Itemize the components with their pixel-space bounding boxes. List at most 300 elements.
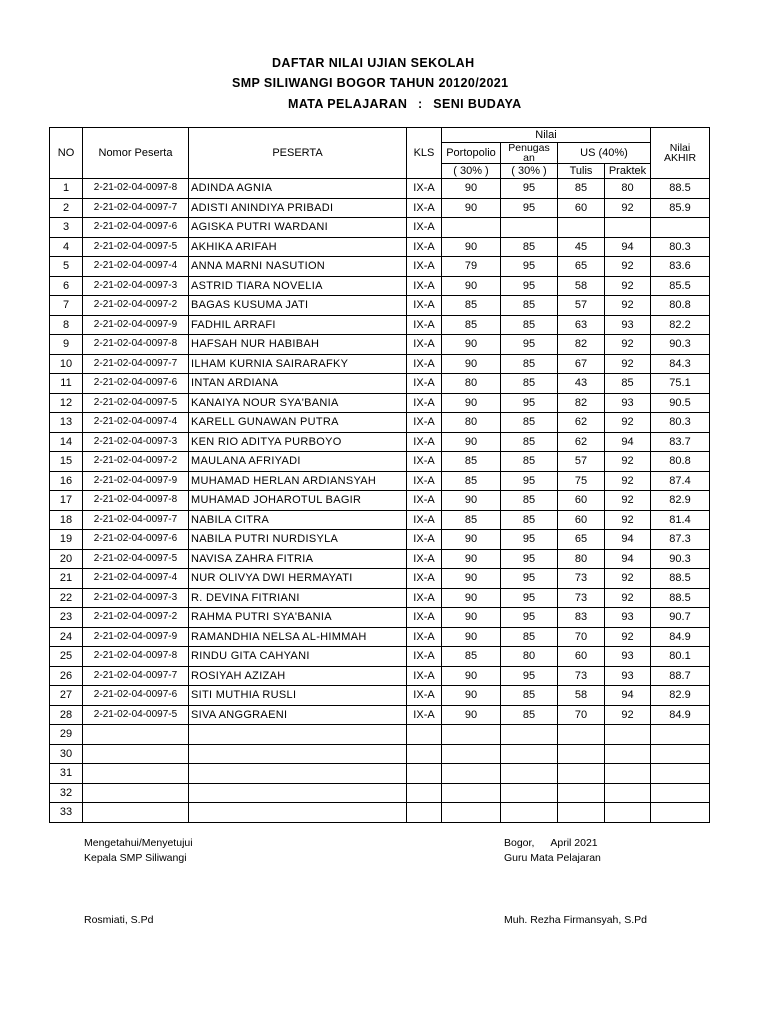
cell-portopolio: 90: [442, 276, 501, 296]
cell-portopolio: 90: [442, 686, 501, 706]
cell-tulis: 65: [558, 257, 605, 277]
table-row: [50, 374, 710, 394]
cell-nilai-akhir: [651, 218, 710, 238]
cell-nama: KEN RIO ADITYA PURBOYO: [189, 432, 407, 452]
cell-no: 30: [50, 744, 83, 764]
cell-portopolio: 90: [442, 705, 501, 725]
cell-praktek: 92: [605, 471, 651, 491]
cell-nomor-peserta: 2-21-02-04-0097-2: [83, 452, 189, 472]
cell-tulis: [558, 725, 605, 745]
cell-penugasan: 95: [501, 530, 558, 550]
table-row: [50, 647, 710, 667]
table-row: [50, 530, 710, 550]
cell-praktek: [605, 725, 651, 745]
subject-value: SENI BUDAYA: [433, 97, 522, 111]
cell-tulis: [558, 218, 605, 238]
cell-portopolio: 85: [442, 647, 501, 667]
cell-praktek: 80: [605, 179, 651, 199]
cell-tulis: [558, 764, 605, 784]
cell-nilai-akhir: 80.3: [651, 237, 710, 257]
cell-nilai-akhir: 90.3: [651, 335, 710, 355]
cell-no: 14: [50, 432, 83, 452]
cell-penugasan: 95: [501, 569, 558, 589]
cell-portopolio: 90: [442, 198, 501, 218]
header-tugas-pct: ( 30% ): [501, 164, 558, 179]
cell-nomor-peserta: [83, 764, 189, 784]
table-row: [50, 744, 710, 764]
cell-nomor-peserta: 2-21-02-04-0097-5: [83, 549, 189, 569]
cell-tulis: 73: [558, 588, 605, 608]
cell-nama: KANAIYA NOUR SYA'BANIA: [189, 393, 407, 413]
cell-praktek: 92: [605, 627, 651, 647]
cell-portopolio: 90: [442, 666, 501, 686]
table-row: [50, 764, 710, 784]
cell-penugasan: [501, 803, 558, 823]
cell-penugasan: 85: [501, 705, 558, 725]
cell-nama: AKHIKA ARIFAH: [189, 237, 407, 257]
table-row: [50, 491, 710, 511]
cell-nomor-peserta: 2-21-02-04-0097-8: [83, 335, 189, 355]
cell-nama: BAGAS KUSUMA JATI: [189, 296, 407, 316]
cell-penugasan: 85: [501, 686, 558, 706]
cell-kls: IX-A: [407, 705, 442, 725]
header-kls: KLS: [407, 128, 442, 179]
cell-no: 20: [50, 549, 83, 569]
cell-tulis: 60: [558, 491, 605, 511]
cell-portopolio: 90: [442, 569, 501, 589]
cell-praktek: 94: [605, 237, 651, 257]
cell-nilai-akhir: 88.5: [651, 569, 710, 589]
cell-kls: IX-A: [407, 276, 442, 296]
cell-nomor-peserta: 2-21-02-04-0097-4: [83, 569, 189, 589]
cell-portopolio: 85: [442, 296, 501, 316]
cell-no: 22: [50, 588, 83, 608]
cell-nilai-akhir: 75.1: [651, 374, 710, 394]
cell-nomor-peserta: 2-21-02-04-0097-2: [83, 296, 189, 316]
cell-portopolio: 80: [442, 374, 501, 394]
cell-kls: IX-A: [407, 257, 442, 277]
cell-praktek: 85: [605, 374, 651, 394]
header-portopolio: Portopolio: [442, 143, 501, 164]
cell-no: 21: [50, 569, 83, 589]
cell-portopolio: [442, 218, 501, 238]
cell-nomor-peserta: 2-21-02-04-0097-7: [83, 666, 189, 686]
cell-praktek: 92: [605, 510, 651, 530]
cell-nilai-akhir: 85.5: [651, 276, 710, 296]
cell-penugasan: 95: [501, 549, 558, 569]
cell-praktek: 93: [605, 647, 651, 667]
cell-portopolio: 80: [442, 413, 501, 433]
subject-separator: :: [417, 97, 423, 111]
cell-nilai-akhir: [651, 783, 710, 803]
header-nilai: Nilai: [442, 128, 651, 143]
cell-nama: AGISKA PUTRI WARDANI: [189, 218, 407, 238]
cell-penugasan: 85: [501, 432, 558, 452]
cell-kls: [407, 803, 442, 823]
header-row: [50, 128, 710, 143]
cell-portopolio: 90: [442, 588, 501, 608]
cell-nomor-peserta: 2-21-02-04-0097-6: [83, 686, 189, 706]
cell-kls: IX-A: [407, 354, 442, 374]
grades-table: [49, 127, 710, 823]
cell-tulis: [558, 744, 605, 764]
cell-praktek: 92: [605, 569, 651, 589]
cell-nilai-akhir: 90.3: [651, 549, 710, 569]
cell-portopolio: 79: [442, 257, 501, 277]
document-title: DAFTAR NILAI UJIAN SEKOLAH: [272, 56, 475, 70]
cell-nilai-akhir: 88.7: [651, 666, 710, 686]
cell-nama: MUHAMAD HERLAN ARDIANSYAH: [189, 471, 407, 491]
cell-nomor-peserta: 2-21-02-04-0097-3: [83, 276, 189, 296]
cell-nomor-peserta: 2-21-02-04-0097-6: [83, 218, 189, 238]
table-row: [50, 627, 710, 647]
cell-praktek: 92: [605, 198, 651, 218]
cell-penugasan: 95: [501, 335, 558, 355]
cell-penugasan: 95: [501, 179, 558, 199]
cell-penugasan: 85: [501, 237, 558, 257]
cell-penugasan: 95: [501, 276, 558, 296]
cell-nama: ADISTI ANINDIYA PRIBADI: [189, 198, 407, 218]
table-row: [50, 276, 710, 296]
table-row: [50, 354, 710, 374]
cell-nama: ASTRID TIARA NOVELIA: [189, 276, 407, 296]
cell-tulis: 58: [558, 276, 605, 296]
cell-penugasan: 85: [501, 491, 558, 511]
cell-nomor-peserta: 2-21-02-04-0097-5: [83, 705, 189, 725]
cell-nama: [189, 744, 407, 764]
cell-nilai-akhir: 90.7: [651, 608, 710, 628]
table-row: [50, 335, 710, 355]
cell-penugasan: 85: [501, 354, 558, 374]
cell-nilai-akhir: 90.5: [651, 393, 710, 413]
cell-kls: IX-A: [407, 530, 442, 550]
cell-kls: IX-A: [407, 374, 442, 394]
cell-nilai-akhir: 87.3: [651, 530, 710, 550]
cell-penugasan: 85: [501, 413, 558, 433]
cell-kls: IX-A: [407, 393, 442, 413]
cell-kls: IX-A: [407, 432, 442, 452]
cell-kls: IX-A: [407, 549, 442, 569]
cell-portopolio: [442, 764, 501, 784]
header-no: NO: [50, 128, 83, 179]
cell-nama: KARELL GUNAWAN PUTRA: [189, 413, 407, 433]
cell-penugasan: 85: [501, 627, 558, 647]
cell-praktek: 94: [605, 686, 651, 706]
cell-kls: [407, 725, 442, 745]
cell-praktek: [605, 218, 651, 238]
cell-penugasan: 85: [501, 510, 558, 530]
cell-nilai-akhir: 88.5: [651, 179, 710, 199]
cell-praktek: 92: [605, 335, 651, 355]
cell-penugasan: 85: [501, 374, 558, 394]
cell-praktek: 92: [605, 296, 651, 316]
cell-portopolio: 90: [442, 627, 501, 647]
cell-nilai-akhir: 82.9: [651, 686, 710, 706]
cell-praktek: 93: [605, 315, 651, 335]
header-penugasan: Penugas an: [501, 143, 558, 164]
cell-nama: [189, 725, 407, 745]
cell-no: 24: [50, 627, 83, 647]
cell-nilai-akhir: 82.9: [651, 491, 710, 511]
cell-no: 1: [50, 179, 83, 199]
cell-penugasan: 85: [501, 315, 558, 335]
cell-kls: IX-A: [407, 588, 442, 608]
cell-portopolio: 90: [442, 491, 501, 511]
cell-penugasan: 95: [501, 393, 558, 413]
cell-kls: IX-A: [407, 452, 442, 472]
cell-nomor-peserta: 2-21-02-04-0097-7: [83, 198, 189, 218]
cell-tulis: 67: [558, 354, 605, 374]
cell-nilai-akhir: 84.9: [651, 627, 710, 647]
cell-no: 9: [50, 335, 83, 355]
table-row: [50, 783, 710, 803]
cell-nama: SITI MUTHIA RUSLI: [189, 686, 407, 706]
cell-portopolio: 85: [442, 510, 501, 530]
place: Bogor,: [504, 837, 535, 849]
table-row: [50, 413, 710, 433]
cell-tulis: 75: [558, 471, 605, 491]
cell-nama: RAHMA PUTRI SYA'BANIA: [189, 608, 407, 628]
table-row: [50, 666, 710, 686]
cell-penugasan: [501, 764, 558, 784]
cell-praktek: 92: [605, 588, 651, 608]
cell-portopolio: [442, 725, 501, 745]
cell-portopolio: [442, 783, 501, 803]
table-row: [50, 569, 710, 589]
cell-no: 15: [50, 452, 83, 472]
cell-praktek: 92: [605, 276, 651, 296]
cell-nomor-peserta: 2-21-02-04-0097-3: [83, 432, 189, 452]
cell-nama: ANNA MARNI NASUTION: [189, 257, 407, 277]
cell-kls: [407, 744, 442, 764]
cell-praktek: 92: [605, 257, 651, 277]
cell-tulis: 57: [558, 296, 605, 316]
cell-nilai-akhir: 85.9: [651, 198, 710, 218]
cell-kls: IX-A: [407, 237, 442, 257]
cell-nomor-peserta: 2-21-02-04-0097-9: [83, 315, 189, 335]
cell-kls: IX-A: [407, 491, 442, 511]
cell-nama: FADHIL ARRAFI: [189, 315, 407, 335]
cell-nomor-peserta: 2-21-02-04-0097-5: [83, 393, 189, 413]
cell-nilai-akhir: 88.5: [651, 588, 710, 608]
cell-no: 31: [50, 764, 83, 784]
cell-no: 2: [50, 198, 83, 218]
cell-tulis: 60: [558, 198, 605, 218]
cell-penugasan: 95: [501, 257, 558, 277]
cell-kls: IX-A: [407, 413, 442, 433]
cell-no: 5: [50, 257, 83, 277]
cell-nilai-akhir: [651, 803, 710, 823]
cell-no: 28: [50, 705, 83, 725]
principal-title: Kepala SMP Siliwangi: [84, 852, 187, 864]
cell-nomor-peserta: [83, 725, 189, 745]
header-praktek: Praktek: [605, 164, 651, 179]
cell-portopolio: 90: [442, 354, 501, 374]
teacher-title: Guru Mata Pelajaran: [504, 852, 601, 864]
cell-penugasan: 95: [501, 666, 558, 686]
header-tulis: Tulis: [558, 164, 605, 179]
cell-nama: MUHAMAD JOHAROTUL BAGIR: [189, 491, 407, 511]
cell-nilai-akhir: [651, 725, 710, 745]
header-peserta: PESERTA: [189, 128, 407, 179]
cell-nama: RINDU GITA CAHYANI: [189, 647, 407, 667]
cell-kls: IX-A: [407, 627, 442, 647]
cell-kls: [407, 764, 442, 784]
cell-portopolio: 90: [442, 530, 501, 550]
cell-penugasan: 95: [501, 588, 558, 608]
subject-line: [288, 97, 522, 111]
cell-no: 27: [50, 686, 83, 706]
cell-praktek: 92: [605, 705, 651, 725]
cell-nomor-peserta: 2-21-02-04-0097-8: [83, 647, 189, 667]
cell-tulis: 82: [558, 393, 605, 413]
cell-nama: R. DEVINA FITRIANI: [189, 588, 407, 608]
cell-nilai-akhir: 87.4: [651, 471, 710, 491]
cell-nomor-peserta: [83, 803, 189, 823]
cell-no: 18: [50, 510, 83, 530]
cell-nama: MAULANA AFRIYADI: [189, 452, 407, 472]
cell-penugasan: 80: [501, 647, 558, 667]
cell-nama: NAVISA ZAHRA FITRIA: [189, 549, 407, 569]
cell-nama: RAMANDHIA NELSA AL-HIMMAH: [189, 627, 407, 647]
table-row: [50, 218, 710, 238]
cell-tulis: 73: [558, 569, 605, 589]
header-us: US (40%): [558, 143, 651, 164]
cell-kls: IX-A: [407, 179, 442, 199]
principal-signer: Rosmiati, S.Pd: [84, 914, 154, 926]
cell-tulis: 73: [558, 666, 605, 686]
cell-no: 32: [50, 783, 83, 803]
cell-kls: [407, 783, 442, 803]
cell-penugasan: 95: [501, 198, 558, 218]
cell-praktek: [605, 764, 651, 784]
cell-penugasan: 85: [501, 452, 558, 472]
school-title: SMP SILIWANGI BOGOR TAHUN 20120/2021: [232, 76, 509, 90]
cell-no: 19: [50, 530, 83, 550]
cell-no: 8: [50, 315, 83, 335]
table-row: [50, 257, 710, 277]
cell-nilai-akhir: 80.3: [651, 413, 710, 433]
cell-penugasan: [501, 783, 558, 803]
table-row: [50, 705, 710, 725]
cell-no: 16: [50, 471, 83, 491]
cell-tulis: 62: [558, 432, 605, 452]
cell-tulis: [558, 803, 605, 823]
teacher-signer: Muh. Rezha Firmansyah, S.Pd: [504, 914, 647, 926]
cell-no: 4: [50, 237, 83, 257]
cell-tulis: 62: [558, 413, 605, 433]
cell-no: 12: [50, 393, 83, 413]
cell-portopolio: [442, 744, 501, 764]
cell-penugasan: 95: [501, 608, 558, 628]
cell-no: 29: [50, 725, 83, 745]
cell-nomor-peserta: 2-21-02-04-0097-4: [83, 413, 189, 433]
cell-nama: ADINDA AGNIA: [189, 179, 407, 199]
cell-no: 33: [50, 803, 83, 823]
cell-portopolio: 90: [442, 335, 501, 355]
table-row: [50, 608, 710, 628]
cell-praktek: 92: [605, 452, 651, 472]
cell-kls: IX-A: [407, 471, 442, 491]
cell-nama: [189, 783, 407, 803]
cell-kls: IX-A: [407, 666, 442, 686]
cell-nomor-peserta: 2-21-02-04-0097-2: [83, 608, 189, 628]
cell-praktek: 93: [605, 393, 651, 413]
cell-tulis: 45: [558, 237, 605, 257]
cell-no: 17: [50, 491, 83, 511]
table-row: [50, 315, 710, 335]
cell-portopolio: 90: [442, 608, 501, 628]
cell-tulis: 57: [558, 452, 605, 472]
cell-nilai-akhir: 84.3: [651, 354, 710, 374]
cell-nomor-peserta: 2-21-02-04-0097-5: [83, 237, 189, 257]
cell-tulis: 82: [558, 335, 605, 355]
cell-no: 10: [50, 354, 83, 374]
cell-kls: IX-A: [407, 647, 442, 667]
cell-portopolio: 85: [442, 315, 501, 335]
cell-praktek: 92: [605, 413, 651, 433]
cell-nomor-peserta: 2-21-02-04-0097-7: [83, 510, 189, 530]
table-row: [50, 510, 710, 530]
cell-no: 23: [50, 608, 83, 628]
cell-no: 7: [50, 296, 83, 316]
cell-nilai-akhir: [651, 744, 710, 764]
cell-nomor-peserta: [83, 783, 189, 803]
table-row: [50, 725, 710, 745]
cell-penugasan: 85: [501, 296, 558, 316]
cell-nomor-peserta: 2-21-02-04-0097-8: [83, 179, 189, 199]
cell-nama: SIVA ANGGRAENI: [189, 705, 407, 725]
cell-nomor-peserta: 2-21-02-04-0097-7: [83, 354, 189, 374]
cell-praktek: 94: [605, 530, 651, 550]
cell-nilai-akhir: 80.1: [651, 647, 710, 667]
cell-tulis: 43: [558, 374, 605, 394]
cell-tulis: 85: [558, 179, 605, 199]
cell-kls: IX-A: [407, 198, 442, 218]
cell-kls: IX-A: [407, 608, 442, 628]
cell-praktek: 92: [605, 491, 651, 511]
cell-nomor-peserta: [83, 744, 189, 764]
cell-penugasan: [501, 725, 558, 745]
table-row: [50, 803, 710, 823]
subject-label: MATA PELAJARAN: [288, 97, 408, 111]
cell-tulis: 65: [558, 530, 605, 550]
cell-portopolio: 85: [442, 452, 501, 472]
cell-praktek: 93: [605, 608, 651, 628]
table-row: [50, 588, 710, 608]
cell-tulis: 60: [558, 510, 605, 530]
cell-praktek: [605, 803, 651, 823]
cell-no: 25: [50, 647, 83, 667]
cell-nilai-akhir: 80.8: [651, 452, 710, 472]
cell-nilai-akhir: 83.6: [651, 257, 710, 277]
cell-kls: IX-A: [407, 335, 442, 355]
cell-nomor-peserta: 2-21-02-04-0097-9: [83, 627, 189, 647]
table-row: [50, 471, 710, 491]
table-row: [50, 393, 710, 413]
cell-portopolio: 90: [442, 179, 501, 199]
cell-tulis: 83: [558, 608, 605, 628]
cell-tulis: 58: [558, 686, 605, 706]
cell-nilai-akhir: 80.8: [651, 296, 710, 316]
cell-tulis: 60: [558, 647, 605, 667]
table-row: [50, 452, 710, 472]
cell-praktek: [605, 783, 651, 803]
cell-penugasan: [501, 744, 558, 764]
cell-nilai-akhir: [651, 764, 710, 784]
cell-nama: [189, 803, 407, 823]
cell-kls: IX-A: [407, 296, 442, 316]
